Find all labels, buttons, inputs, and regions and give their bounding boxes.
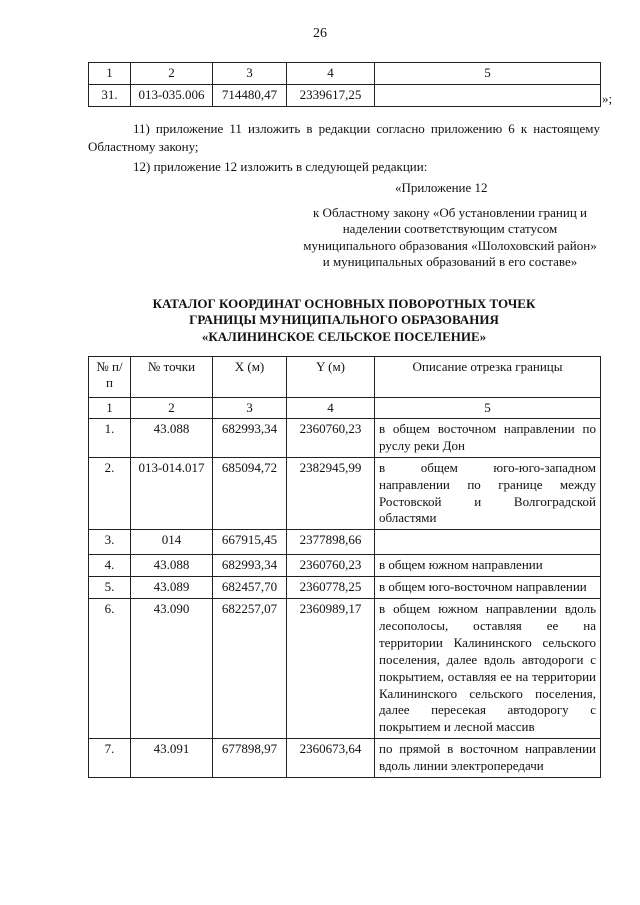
segment-description: в общем южном направлении вдоль лесополосы, оставляя ее на территории Калининского сельского поселения, далее вдоль автодороги с покрытием, оставляя ее на территории Калининского сельского поселения, далее пересекая автодорогу с покрытием и лесной массив	[375, 599, 601, 739]
y-coordinate: 2360673,64	[287, 739, 375, 778]
y-coordinate: 2360778,25	[287, 577, 375, 599]
column-number: 3	[213, 398, 287, 419]
paragraph-item-11: 11) приложение 11 изложить в редакции согласно приложению 6 к настоящему Областному закону;	[88, 121, 600, 154]
catalog-title-line: «КАЛИНИНСКОЕ СЕЛЬСКОЕ ПОСЕЛЕНИЕ»	[201, 328, 487, 344]
table-row	[89, 419, 601, 458]
column-number: 1	[89, 398, 131, 419]
table-header-row	[89, 357, 601, 398]
table-row	[89, 555, 601, 577]
continuation-table	[88, 62, 601, 107]
y-coordinate: 2360989,17	[287, 599, 375, 739]
row-number: 1.	[89, 419, 131, 458]
x-coordinate: 667915,45	[213, 530, 287, 555]
header-cell: 2	[131, 63, 213, 85]
header-cell: X (м)	[213, 357, 287, 398]
segment-description: по прямой в восточном направлении вдоль линии электропередачи	[375, 739, 601, 778]
segment-description: в общем восточном направлении по руслу реки Дон	[375, 419, 601, 458]
column-number-row	[89, 398, 601, 419]
column-number: 4	[287, 398, 375, 419]
appendix-title: «Приложение 12	[395, 180, 488, 195]
segment-description: в общем юго-восточном направлении	[375, 577, 601, 599]
x-coordinate: 677898,97	[213, 739, 287, 778]
x-coordinate: 714480,47	[213, 85, 287, 107]
y-coordinate: 2382945,99	[287, 457, 375, 530]
segment-description	[375, 530, 601, 555]
header-cell: 3	[213, 63, 287, 85]
point-number: 43.088	[131, 555, 213, 577]
row-number: 31.	[89, 85, 131, 107]
point-number: 43.089	[131, 577, 213, 599]
y-coordinate: 2360760,23	[287, 555, 375, 577]
row-number: 2.	[89, 457, 131, 530]
paragraph-item-12: 12) приложение 12 изложить в следующей редакции:	[133, 159, 428, 174]
table-header-row	[89, 63, 601, 85]
column-number: 2	[131, 398, 213, 419]
page-number: 26	[313, 26, 327, 41]
catalog-title-line: КАТАЛОГ КООРДИНАТ ОСНОВНЫХ ПОВОРОТНЫХ ТОЧЕК	[152, 296, 536, 311]
header-cell: 4	[287, 63, 375, 85]
row-number: 6.	[89, 599, 131, 739]
point-number: 013-014.017	[131, 457, 213, 530]
y-coordinate: 2377898,66	[287, 530, 375, 555]
segment-description: в общем южном направлении	[375, 555, 601, 577]
header-cell: Описание отрезка границы	[375, 357, 601, 398]
point-number: 43.090	[131, 599, 213, 739]
y-coordinate: 2360760,23	[287, 419, 375, 458]
row-number: 5.	[89, 577, 131, 599]
header-cell: 1	[89, 63, 131, 85]
segment-description: в общем юго-юго-западном направлении по границе между Ростовской и Волгоградской областями	[375, 457, 601, 530]
x-coordinate: 682257,07	[213, 599, 287, 739]
point-number: 43.088	[131, 419, 213, 458]
header-cell: 5	[375, 63, 601, 85]
row-number: 4.	[89, 555, 131, 577]
table-row	[89, 739, 601, 778]
point-number: 013-035.006	[131, 85, 213, 107]
table-row	[89, 530, 601, 555]
table-row	[89, 577, 601, 599]
coordinates-table	[88, 356, 601, 778]
y-coordinate: 2339617,25	[287, 85, 375, 107]
segment-description	[375, 85, 601, 107]
point-number: 43.091	[131, 739, 213, 778]
x-coordinate: 682993,34	[213, 419, 287, 458]
table-row	[89, 599, 601, 739]
x-coordinate: 682457,70	[213, 577, 287, 599]
header-cell: Y (м)	[287, 357, 375, 398]
row-number: 3.	[89, 530, 131, 555]
x-coordinate: 685094,72	[213, 457, 287, 530]
column-number: 5	[375, 398, 601, 419]
table-row	[89, 85, 601, 107]
closing-quote: »;	[602, 91, 613, 106]
appendix-subtitle: к Областному закону «Об установлении границ и наделении соответствующим статусом муниципального образования «Шолоховский район» и муниципальных образований в его составе»	[303, 205, 597, 269]
catalog-title	[88, 296, 600, 345]
x-coordinate: 682993,34	[213, 555, 287, 577]
row-number: 7.	[89, 739, 131, 778]
point-number: 014	[131, 530, 213, 555]
catalog-title-line: ГРАНИЦЫ МУНИЦИПАЛЬНОГО ОБРАЗОВАНИЯ	[189, 312, 499, 328]
table-row	[89, 457, 601, 530]
header-cell: № точки	[131, 357, 213, 398]
header-cell: № п/п	[89, 357, 131, 398]
